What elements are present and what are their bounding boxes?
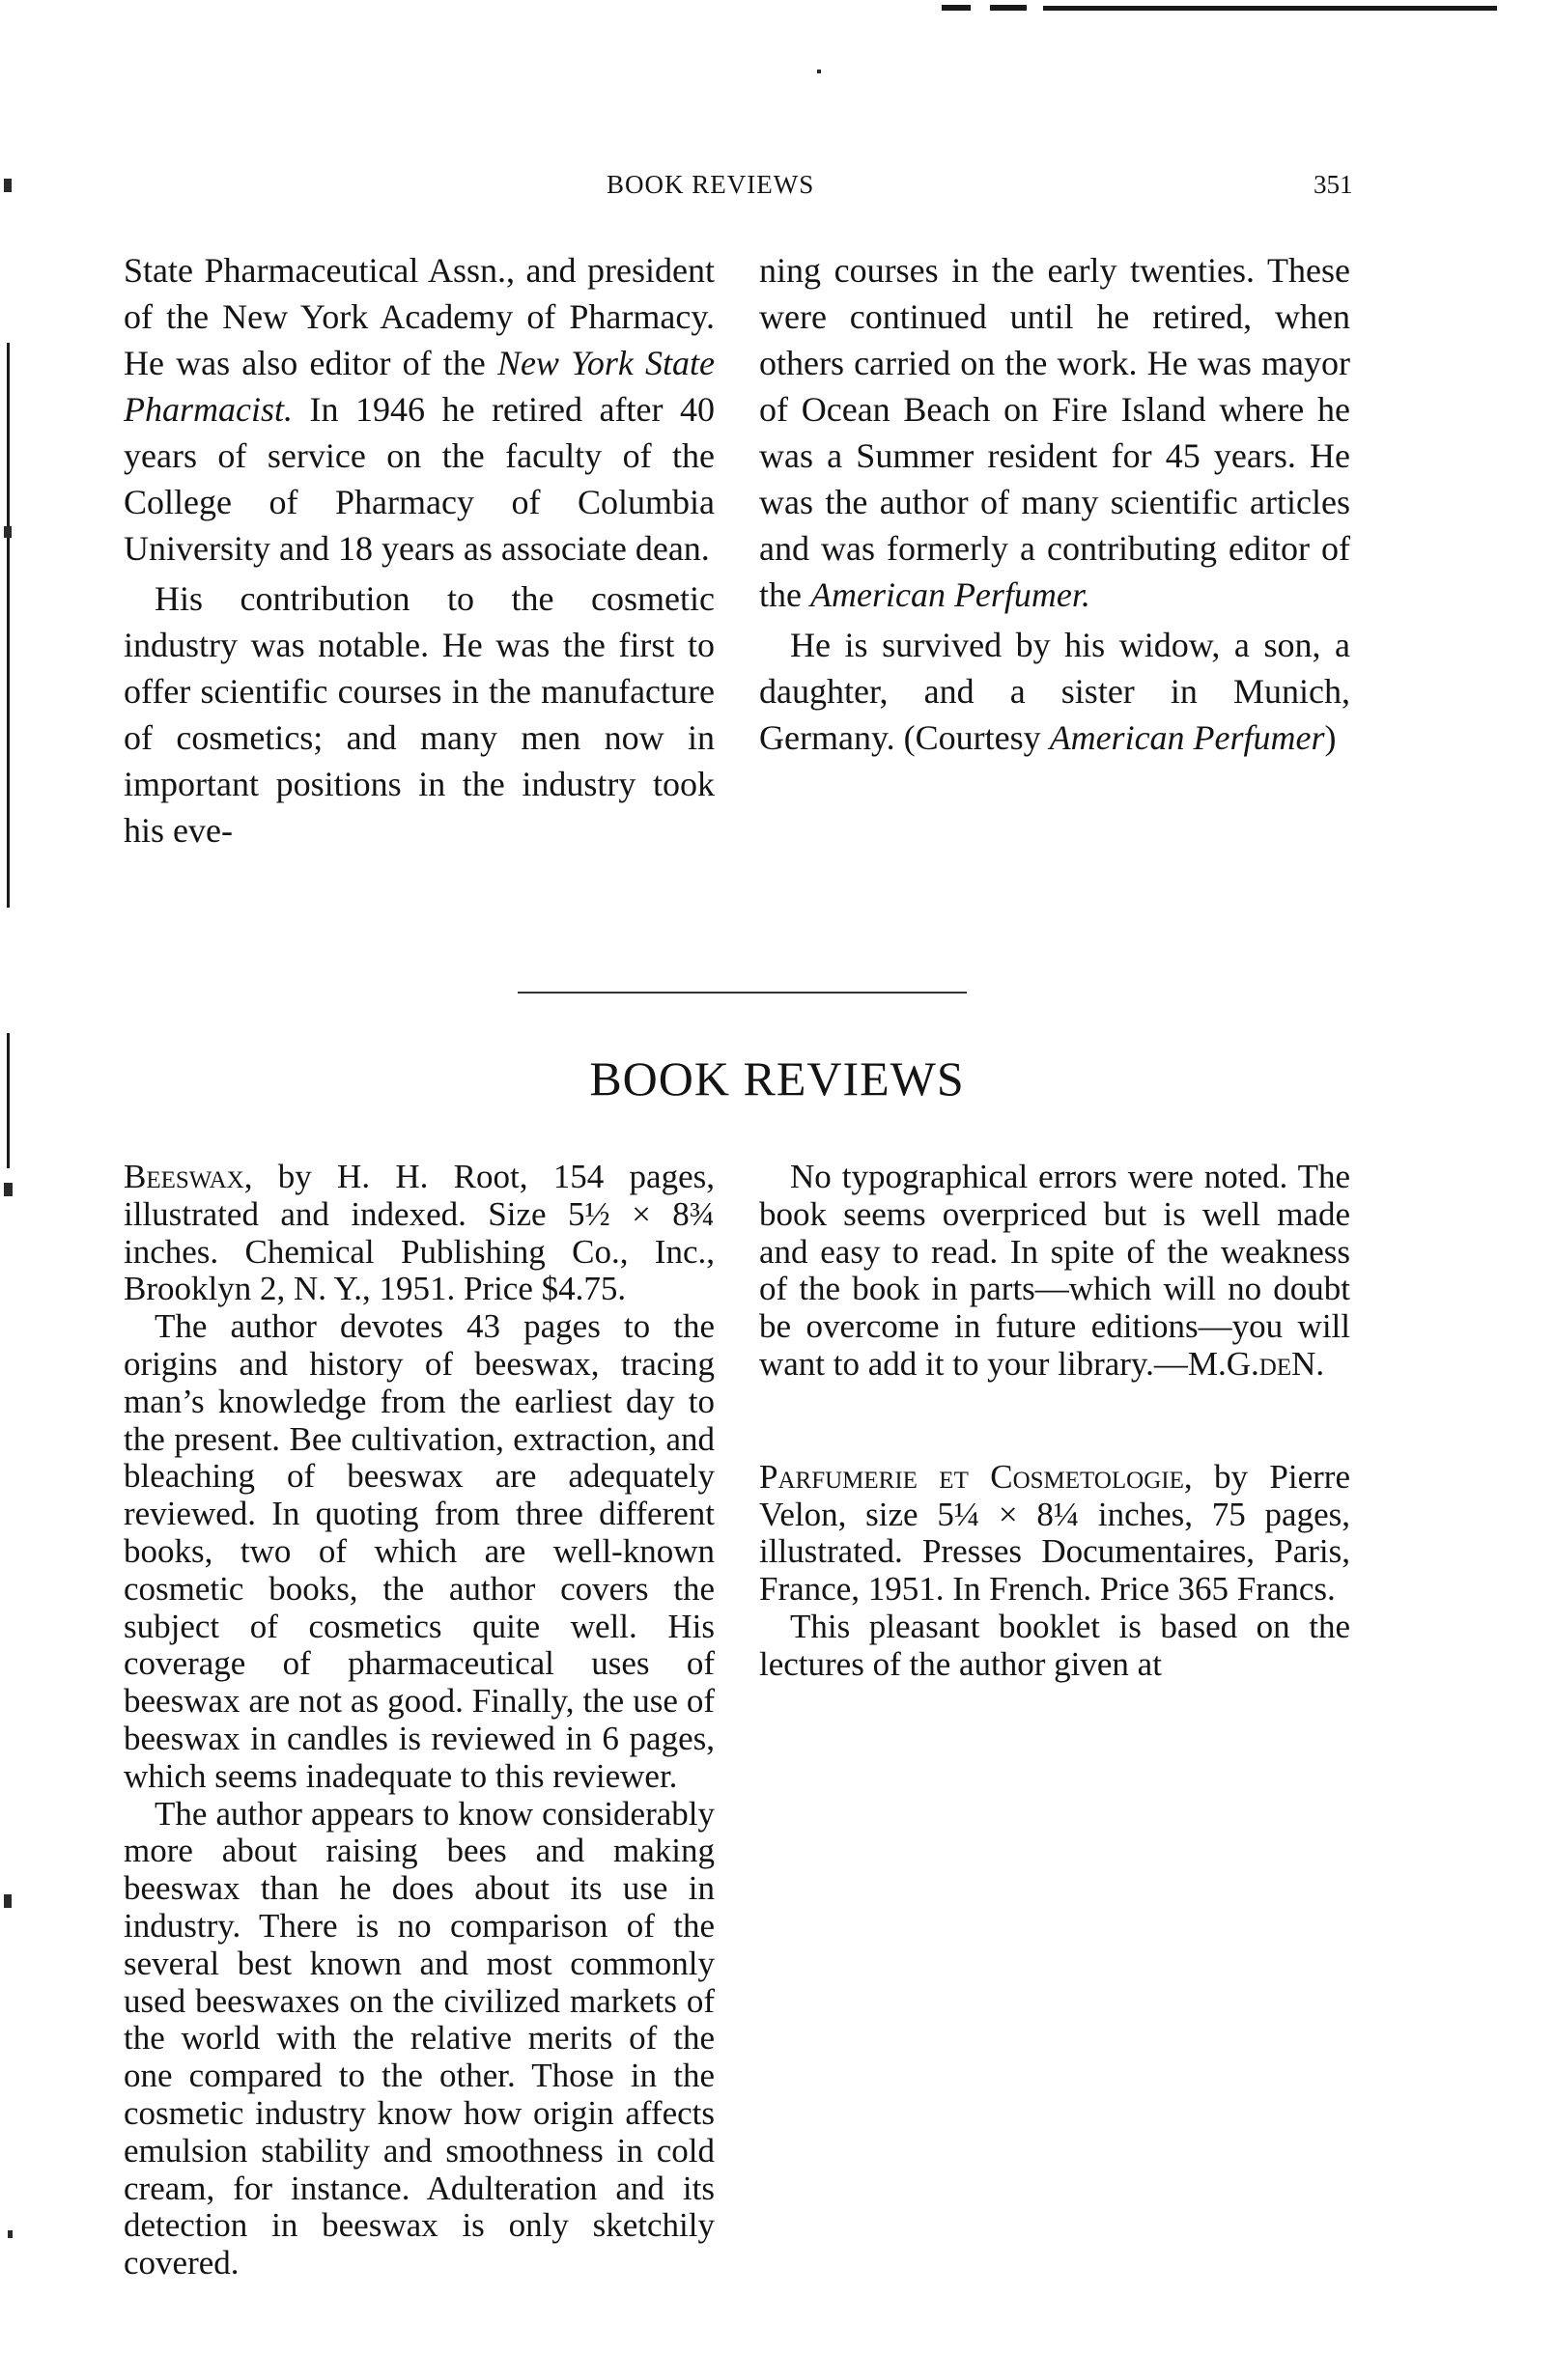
reviewer-initials: M.G.deN. xyxy=(1187,1344,1325,1383)
scan-speck xyxy=(4,1183,13,1196)
scan-speck xyxy=(8,2230,13,2238)
scan-speck xyxy=(817,70,821,73)
journal-name: American Perfumer. xyxy=(809,575,1090,614)
scan-artifact xyxy=(990,5,1027,11)
review-left-column xyxy=(124,1159,715,2282)
review-citation: Beeswax, by H. H. Root, 154 pages, illustrated and indexed. Size 5½ × 8¾ inches. Chemical Publishing Co., Inc., Brooklyn 2, N. Y., 1951. Price $4.75. xyxy=(124,1158,715,1308)
page-number: 351 xyxy=(1314,170,1353,199)
obituary-paragraph: He is survived by his widow, a son, a daughter, and a sister in Munich, Germany. (Courtesy American Perfumer) xyxy=(759,626,1350,757)
review-right-column xyxy=(759,1159,1350,1684)
running-head: BOOK REVIEWS xyxy=(607,170,815,199)
book-title: Beeswax, xyxy=(124,1158,253,1195)
review-citation: Parfumerie et Cosmetologie, by Pierre Velon, size 5¼ × 8¼ inches, 75 pages, illustrated. Presses Documentaires, Paris, France, 1951. In French. Price 365 Francs. xyxy=(759,1457,1350,1609)
journal-name: American Perfumer xyxy=(1049,718,1325,757)
scan-artifact xyxy=(1043,6,1497,11)
obituary-left-column xyxy=(124,247,715,854)
section-divider xyxy=(518,992,967,994)
obituary-paragraph: His contribution to the cosmetic industry was notable. He was the first to offer scientific courses in the manufacture of cosmetics; and many men now in important positions in the industry took his eve- xyxy=(124,579,715,850)
scan-artifact xyxy=(942,5,971,11)
review-paragraph: The author devotes 43 pages to the origins and history of beeswax, tracing man’s knowledge from the earliest day to the present. Bee cultivation, extraction, and bleaching of beeswax are adequately reviewed. In quoting from three different books, two of which are well-known cosmetic books, the author covers the subject of cosmetics quite well. His coverage of pharmaceutical uses of beeswax are not as good. Finally, the use of beeswax in candles is reviewed in 6 pages, which seems inadequate to this reviewer. xyxy=(124,1307,715,1795)
review-paragraph: This pleasant booklet is based on the lectures of the author given at xyxy=(759,1607,1350,1683)
obituary-paragraph: State Pharmaceutical Assn., and president of the New York Academy of Pharmacy. He was also editor of the New York State Pharmacist. In 1946 he retired after 40 years of service on the faculty of the College of Pharmacy of Columbia University and 18 years as associate dean. xyxy=(124,251,715,568)
scan-speck xyxy=(4,526,12,538)
obituary-paragraph: ning courses in the early twenties. These were continued until he retired, when others carried on the work. He was mayor of Ocean Beach on Fire Island where he was a Summer resident for 45 years. He was the author of many scientific articles and was formerly a contributing editor of the American Perfumer. xyxy=(759,251,1350,614)
scan-edge xyxy=(7,343,10,908)
section-title: BOOK REVIEWS xyxy=(589,1051,965,1106)
review-paragraph: The author appears to know considerably more about raising bees and making beeswax than he does about its use in industry. There is no comparison of the several best known and most commonly used beeswaxes on the civilized markets of the world with the relative merits of the one compared to the other. Those in the cosmetic industry know how origin affects emulsion stability and smoothness in cold cream, for instance. Adulteration and its detection in beeswax is only sketchily covered. xyxy=(124,1794,715,2282)
book-title: Parfumerie et Cosmetologie, xyxy=(759,1457,1193,1496)
journal-name: New York State Pharmacist. xyxy=(124,344,715,429)
obituary-right-column xyxy=(759,247,1350,761)
review-paragraph: No typographical errors were noted. The book seems overpriced but is well made and easy to read. In spite of the weakness of the book in parts—which will no doubt be overcome in future editions—you will want to add it to your library.—M.G.deN. xyxy=(759,1158,1350,1383)
scan-speck xyxy=(4,1894,12,1908)
scan-speck xyxy=(4,179,12,192)
